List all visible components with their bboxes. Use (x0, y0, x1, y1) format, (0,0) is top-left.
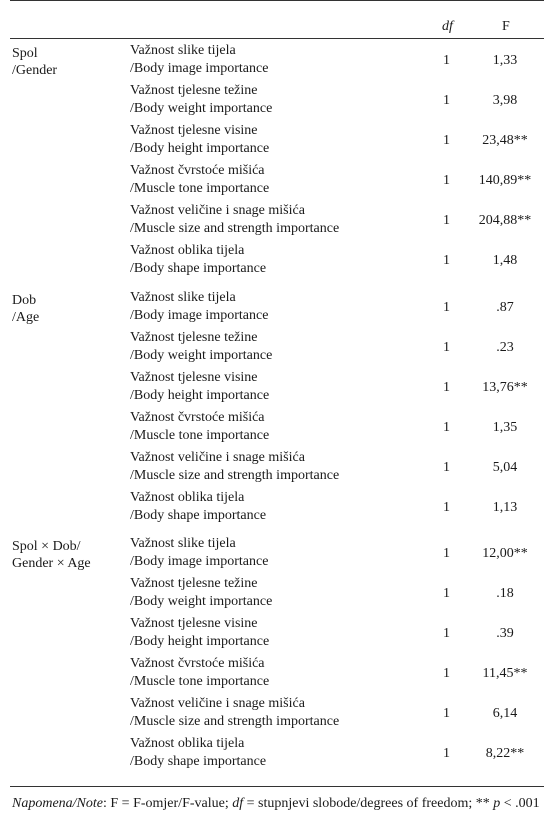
variable-label (130, 82, 272, 118)
group-label (12, 292, 39, 326)
table-bottom-rule (10, 786, 544, 787)
f-value-cell: 12,00** (482, 546, 528, 561)
f-value-cell: 204,88** (478, 213, 532, 228)
variable-label (130, 409, 269, 445)
variable-label-croatian: Važnost čvrstoće mišića (130, 656, 265, 671)
df-cell: 1 (443, 460, 450, 475)
group-label (12, 538, 91, 572)
variable-label (130, 489, 266, 525)
note-part-1: : F = F-omjer/F-value; (103, 796, 233, 811)
f-value-cell: 140,89** (478, 173, 532, 188)
df-cell: 1 (443, 253, 450, 268)
note-label: Napomena/Note (12, 796, 103, 811)
variable-label (130, 242, 266, 278)
f-value-cell: .39 (496, 626, 514, 641)
variable-label-english: /Body height importance (130, 388, 270, 403)
variable-label (130, 329, 272, 365)
variable-label (130, 449, 339, 485)
column-header-f: F (502, 19, 510, 34)
variable-label-english: /Body height importance (130, 634, 270, 649)
note-part-3: < .001 (500, 796, 540, 811)
group-label-line-2: /Gender (12, 63, 58, 78)
variable-label (130, 735, 266, 771)
df-cell: 1 (443, 746, 450, 761)
f-value-cell: 3,98 (492, 93, 518, 108)
variable-label-english: /Body weight importance (130, 348, 273, 363)
f-value-cell: .18 (496, 586, 514, 601)
variable-label-croatian: Važnost tjelesne težine (130, 576, 258, 591)
f-value-cell: 13,76** (482, 380, 528, 395)
variable-label-croatian: Važnost tjelesne visine (130, 370, 258, 385)
variable-label (130, 289, 268, 325)
df-cell: 1 (443, 500, 450, 515)
table-top-rule (10, 0, 544, 1)
variable-label (130, 42, 268, 78)
group-label (12, 45, 57, 79)
variable-label-english: /Muscle size and strength importance (130, 468, 340, 483)
variable-label-croatian: Važnost oblika tijela (130, 490, 245, 505)
variable-label (130, 122, 269, 158)
variable-label-english: /Muscle tone importance (130, 674, 270, 689)
variable-label-croatian: Važnost tjelesne visine (130, 616, 258, 631)
f-value-cell: .87 (496, 300, 514, 315)
column-header-df: df (442, 19, 453, 34)
variable-label-english: /Body height importance (130, 141, 270, 156)
variable-label-croatian: Važnost slike tijela (130, 536, 236, 551)
variable-label-croatian: Važnost tjelesne težine (130, 83, 258, 98)
group-label-line-2: Gender × Age (12, 556, 91, 571)
variable-label-croatian: Važnost čvrstoće mišića (130, 163, 265, 178)
df-cell: 1 (443, 173, 450, 188)
note-df-symbol: df (232, 796, 244, 811)
f-value-cell: 1,48 (492, 253, 518, 268)
variable-label-croatian: Važnost slike tijela (130, 43, 236, 58)
f-value-cell: 23,48** (482, 133, 528, 148)
variable-label-croatian: Važnost tjelesne visine (130, 123, 258, 138)
variable-label (130, 615, 269, 651)
variable-label (130, 202, 339, 238)
variable-label-english: /Muscle tone importance (130, 428, 270, 443)
group-label-line-1: Spol × Dob/ (12, 539, 81, 554)
df-cell: 1 (443, 53, 450, 68)
df-cell: 1 (443, 213, 450, 228)
df-cell: 1 (443, 340, 450, 355)
variable-label (130, 162, 269, 198)
variable-label-croatian: Važnost čvrstoće mišića (130, 410, 265, 425)
group-label-line-1: Spol (12, 46, 38, 61)
variable-label-croatian: Važnost tjelesne težine (130, 330, 258, 345)
variable-label-english: /Muscle tone importance (130, 181, 270, 196)
variable-label-croatian: Važnost slike tijela (130, 290, 236, 305)
variable-label-english: /Body shape importance (130, 754, 267, 769)
f-value-cell: 6,14 (492, 706, 518, 721)
f-value-cell: 1,13 (492, 500, 518, 515)
f-value-cell: 1,35 (492, 420, 518, 435)
group-label-line-1: Dob (12, 293, 37, 308)
df-cell: 1 (443, 666, 450, 681)
variable-label-english: /Body shape importance (130, 261, 267, 276)
df-cell: 1 (443, 133, 450, 148)
note-part-2: = stupnjevi slobode/degrees of freedom; ** (243, 796, 494, 811)
f-value-cell: 5,04 (492, 460, 518, 475)
note-p-symbol: p (493, 796, 501, 811)
df-cell: 1 (443, 546, 450, 561)
f-value-cell: 8,22** (485, 746, 525, 761)
df-cell: 1 (443, 420, 450, 435)
f-value-cell: 1,33 (492, 53, 518, 68)
variable-label (130, 369, 269, 405)
f-value-cell: 11,45** (482, 666, 528, 681)
variable-label-english: /Body image importance (130, 554, 269, 569)
variable-label-english: /Body image importance (130, 61, 269, 76)
variable-label-english: /Body weight importance (130, 101, 273, 116)
variable-label-english: /Muscle size and strength importance (130, 714, 340, 729)
variable-label-croatian: Važnost oblika tijela (130, 243, 245, 258)
table-note (12, 795, 542, 813)
variable-label-english: /Body weight importance (130, 594, 273, 609)
df-cell: 1 (443, 93, 450, 108)
df-cell: 1 (443, 380, 450, 395)
f-value-cell: .23 (496, 340, 514, 355)
df-cell: 1 (443, 300, 450, 315)
variable-label-croatian: Važnost veličine i snage mišića (130, 450, 305, 465)
variable-label (130, 695, 339, 731)
variable-label-croatian: Važnost veličine i snage mišića (130, 203, 305, 218)
group-label-line-2: /Age (12, 310, 40, 325)
df-cell: 1 (443, 586, 450, 601)
variable-label-croatian: Važnost oblika tijela (130, 736, 245, 751)
table-header-rule (10, 38, 544, 39)
df-cell: 1 (443, 706, 450, 721)
variable-label-english: /Muscle size and strength importance (130, 221, 340, 236)
df-cell: 1 (443, 626, 450, 641)
variable-label (130, 575, 272, 611)
variable-label (130, 535, 268, 571)
variable-label-english: /Body shape importance (130, 508, 267, 523)
variable-label-croatian: Važnost veličine i snage mišića (130, 696, 305, 711)
variable-label (130, 655, 269, 691)
variable-label-english: /Body image importance (130, 308, 269, 323)
